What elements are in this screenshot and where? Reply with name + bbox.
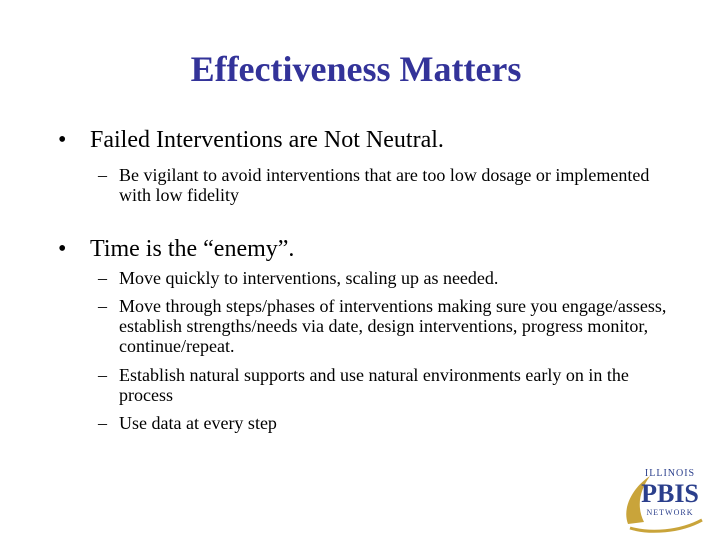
sub-bullet-mark: – xyxy=(98,365,107,385)
bullet-mark: • xyxy=(58,236,67,262)
illinois-pbis-network-logo xyxy=(610,458,710,534)
logo-line2: PBIS xyxy=(641,479,699,508)
slide-title: Effectiveness Matters xyxy=(190,49,522,89)
sub-bullet-mark: – xyxy=(98,268,107,288)
logo-line1: ILLINOIS xyxy=(644,468,696,479)
sub-bullet-text: Move through steps/phases of interventions making sure you engage/assess, establish strengths/needs via date, design interventions, progress monitor, continue/repeat. xyxy=(119,296,667,356)
sub-bullet-text: Establish natural supports and use natural environments early on in the process xyxy=(119,365,629,405)
logo-line3: NETWORK xyxy=(646,508,694,517)
bullet-text: Failed Interventions are Not Neutral. xyxy=(90,127,444,153)
bullet-mark: • xyxy=(58,127,67,153)
sub-bullet-mark: – xyxy=(98,413,107,433)
sub-bullet-mark: – xyxy=(98,296,107,316)
sub-bullet-text: Move quickly to interventions, scaling up as needed. xyxy=(119,268,499,288)
bullet-text: Time is the “enemy”. xyxy=(90,236,295,262)
sub-bullet-mark: – xyxy=(98,165,107,185)
sub-bullet-text: Be vigilant to avoid interventions that are too low dosage or implemented with low fidelity xyxy=(119,165,650,205)
sub-bullet-text: Use data at every step xyxy=(119,413,277,433)
